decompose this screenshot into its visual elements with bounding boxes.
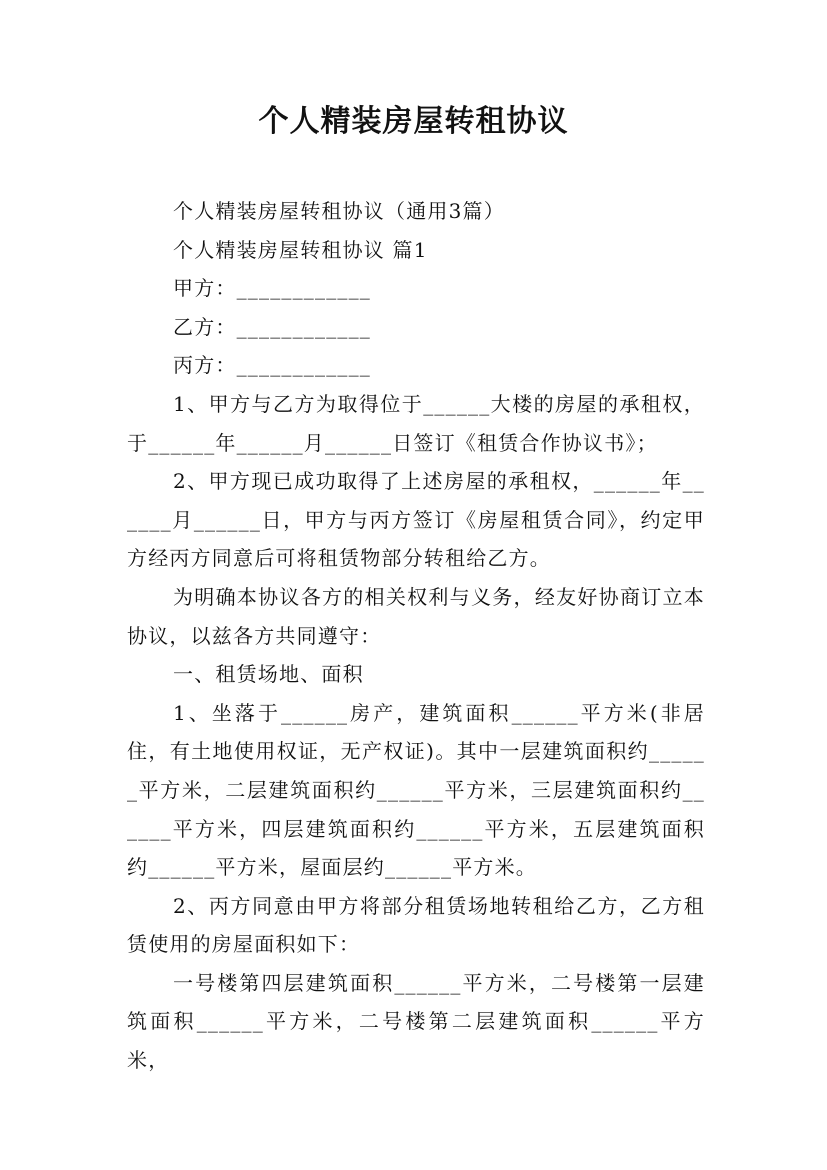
clause-paragraph: 1、坐落于______房产，建筑面积______平方米(非居住，有土地使用权证，无产权证)。其中一层建筑面积约______平方米，二层建筑面积约______平方米，三层建筑面积约______平方米，四层建筑面积约______平方米，五层建筑面积约______平方米，屋面层约______平方米。 xyxy=(127,700,705,880)
document-body xyxy=(127,192,705,1080)
clause-paragraph: 一号楼第四层建筑面积______平方米，二号楼第一层建筑面积______平方米，二号楼第二层建筑面积______平方米， xyxy=(127,970,705,1073)
clause-paragraph: 1、甲方与乙方为取得位于______大楼的房屋的承租权，于______年______月______日签订《租赁合作协议书》； xyxy=(127,391,705,455)
clause-paragraph: 2、丙方同意由甲方将部分租赁场地转租给乙方，乙方租赁使用的房屋面积如下： xyxy=(127,893,705,957)
subtitle-paragraph: 个人精装房屋转租协议（通用3篇） xyxy=(173,199,505,223)
party-c-line: 丙方：____________ xyxy=(173,353,371,378)
party-a-line: 甲方：____________ xyxy=(173,276,371,301)
document-title: 个人精装房屋转租协议 xyxy=(258,104,569,139)
party-b-line: 乙方：____________ xyxy=(173,314,371,339)
article-heading: 一、租赁场地、面积 xyxy=(173,662,364,687)
clause-paragraph: 2、甲方现已成功取得了上述房屋的承租权，______年______月______日，甲方与丙方签订《房屋租赁合同》，约定甲方经丙方同意后可将租赁物部分转租给乙方。 xyxy=(127,469,705,571)
section-heading: 个人精装房屋转租协议 篇1 xyxy=(173,237,428,262)
preamble-paragraph: 为明确本协议各方的相关权利与义务，经友好协商订立本协议，以兹各方共同遵守： xyxy=(127,584,705,648)
